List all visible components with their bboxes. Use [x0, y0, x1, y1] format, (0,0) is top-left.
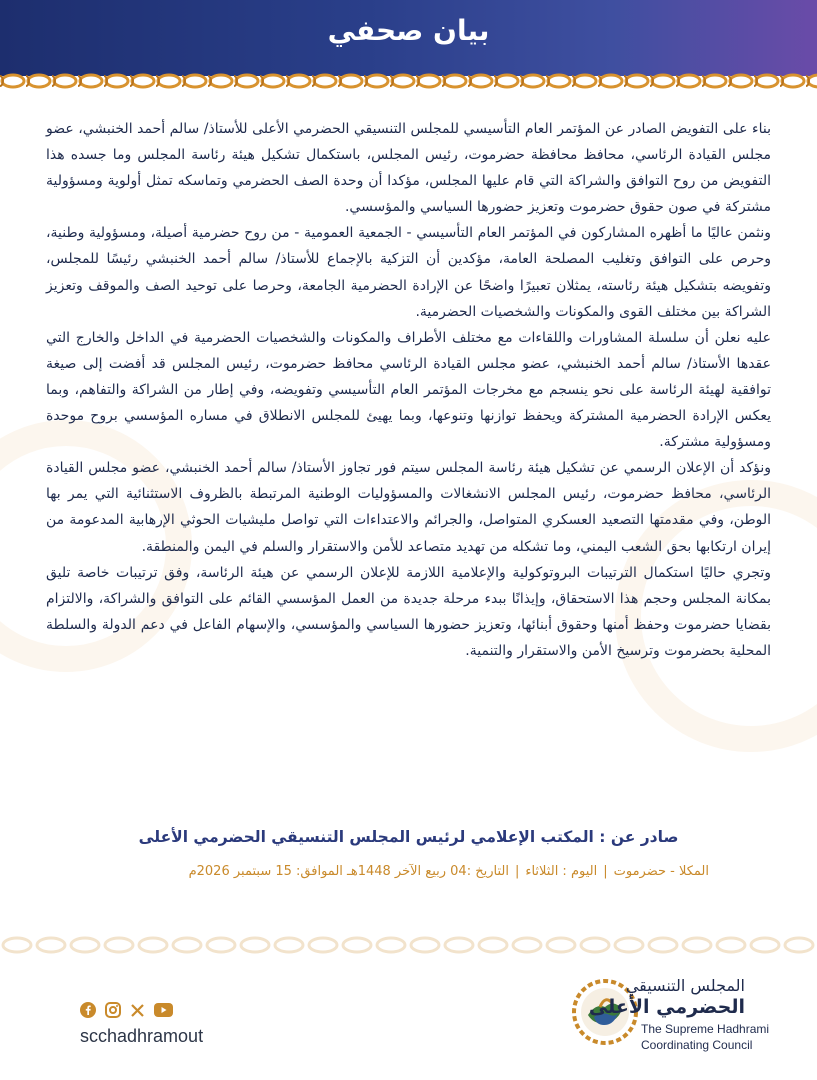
paragraph-2: ونثمن عاليًا ما أظهره المشاركون في المؤتمر العام التأسيسي - الجمعية العمومية - من روح حضرمية أصيلة، ومسؤولية وطنية، وحرص على التوافق وتغليب المصلحة العامة، مؤكدين أن التزكية بالإجماع للأستاذ/ سالم أحمد الخنبشي رئيسًا للمجلس، وتفويضه بتشكيل هيئة رئاسته، يمثلان تعبيرًا واضحًا عن الإرادة الحضرمية الجامعة، وحرصا على توحيد الصف والموقف وتعزيز الشراكة بين مختلف القوى والمكونات والشخصيات الحضرمية.: [46, 225, 771, 320]
chain-ornament-middle: [0, 930, 817, 960]
header-banner: [0, 0, 817, 76]
instagram-icon[interactable]: [105, 1002, 121, 1018]
org-name-english-line1: The Supreme Hadhrami: [641, 1022, 770, 1036]
page-title: بيان صحفي: [327, 14, 490, 47]
org-name-arabic-line1: المجلس التنسيقي: [625, 976, 745, 995]
social-icons: [80, 1002, 173, 1018]
dateline-separator: |: [514, 864, 520, 879]
org-name-arabic-line2: الحضرمي الأعلى: [588, 996, 745, 1018]
x-icon[interactable]: [130, 1003, 145, 1018]
social-handle[interactable]: scchadhramout: [80, 1026, 204, 1046]
paragraph-4: ونؤكد أن الإعلان الرسمي عن تشكيل هيئة رئاسة المجلس سيتم فور تجاوز الأستاذ/ سالم أحمد الخنبشي، عضو مجلس القيادة الرئاسي، محافظ حضرموت، رئيس المجلس الانشغالات والمسؤوليات الوطنية المرتبطة بالظروف الاستثنائية التي يمر بها الوطن، وفي مقدمتها التصعيد العسكري المتواصل، والجرائم والاعتداءات التي تواصل مليشيات الحوثي الإرهابية المدعومة من إيران ارتكابها بحق الشعب اليمني، وما تشكله من تهديد متصاعد للأمن والاستقرار والسلم في اليمن والمنطقة.: [46, 460, 771, 555]
dateline-place: المكلا - حضرموت: [613, 864, 709, 879]
dateline-separator: |: [603, 864, 608, 879]
chain-ornament-top: [0, 70, 817, 92]
issuer-line: صادر عن : المكتب الإعلامي لرئيس المجلس التنسيقي الحضرمي الأعلى: [138, 828, 679, 846]
paragraph-1: بناء على التفويض الصادر عن المؤتمر العام التأسيسي للمجلس التنسيقي الحضرمي الأعلى للأستاذ/ سالم أحمد الخنبشي، عضو مجلس القيادة الرئاسي، محافظ محافظة حضرموت، رئيس المجلس، باستكمال تشكيل هيئة رئاسة المجلس وما جسده هذا التفويض من روح التوافق والشراكة التي قام عليها المجلس، مؤكدا أن وحدة الصف الحضرمي وتماسكه تمثل أولوية ومسؤولية مشتركة في صون حقوق حضرموت وتعزيز حضورها السياسي والمؤسسي.: [46, 121, 771, 216]
facebook-icon[interactable]: [80, 1002, 96, 1018]
youtube-icon[interactable]: [154, 1003, 173, 1017]
paragraph-5: وتجري حاليًا استكمال الترتيبات البروتوكولية والإعلامية اللازمة للإعلان الرسمي عن هيئة الرئاسة، وفق ترتيبات خاصة تليق بمكانة المجلس وحجم هذا الاستحقاق، وإيذانًا ببدء مرحلة جديدة من العمل المؤسسي القائم على التوافق والشراكة، والالتزام بقضايا حضرموت وحفظ أمنها وحقوق أبنائها، وتعزيز حضورها السياسي والمؤسسي، والإسهام الفاعل في دعم الدولة والسلطة المحلية بحضرموت وترسيخ الأمن والاستقرار والتنمية.: [46, 564, 771, 659]
dateline: [189, 864, 709, 879]
statement-body: [46, 116, 771, 664]
paragraph-3: عليه نعلن أن سلسلة المشاورات واللقاءات مع مختلف الأطراف والمكونات والشخصيات الحضرمية في الداخل والخارج التي عقدها الأستاذ/ سالم أحمد الخنبشي، عضو مجلس القيادة الرئاسي محافظ حضرموت، رئيس المجلس قد أفضت إلى صيغة توافقية لهيئة الرئاسة على نحو ينسجم مع مخرجات المؤتمر العام التأسيسي وتفويضه، وفي إطار من الشراكة والتفاهم، وبما يعكس الإرادة الحضرمية المشتركة ويحفظ توازنها وتنوعها، وبما يهيئ للمجلس الانطلاق في مساره المؤسسي بروح موحدة ومسؤولية مشتركة.: [46, 329, 771, 451]
dateline-date: التاريخ :04 ربيع الآخر 1448هـ الموافق: 15 سبتمبر 2026م: [188, 864, 509, 879]
dateline-day: اليوم : الثلاثاء: [525, 864, 598, 879]
org-name-english-line2: Coordinating Council: [641, 1038, 753, 1052]
